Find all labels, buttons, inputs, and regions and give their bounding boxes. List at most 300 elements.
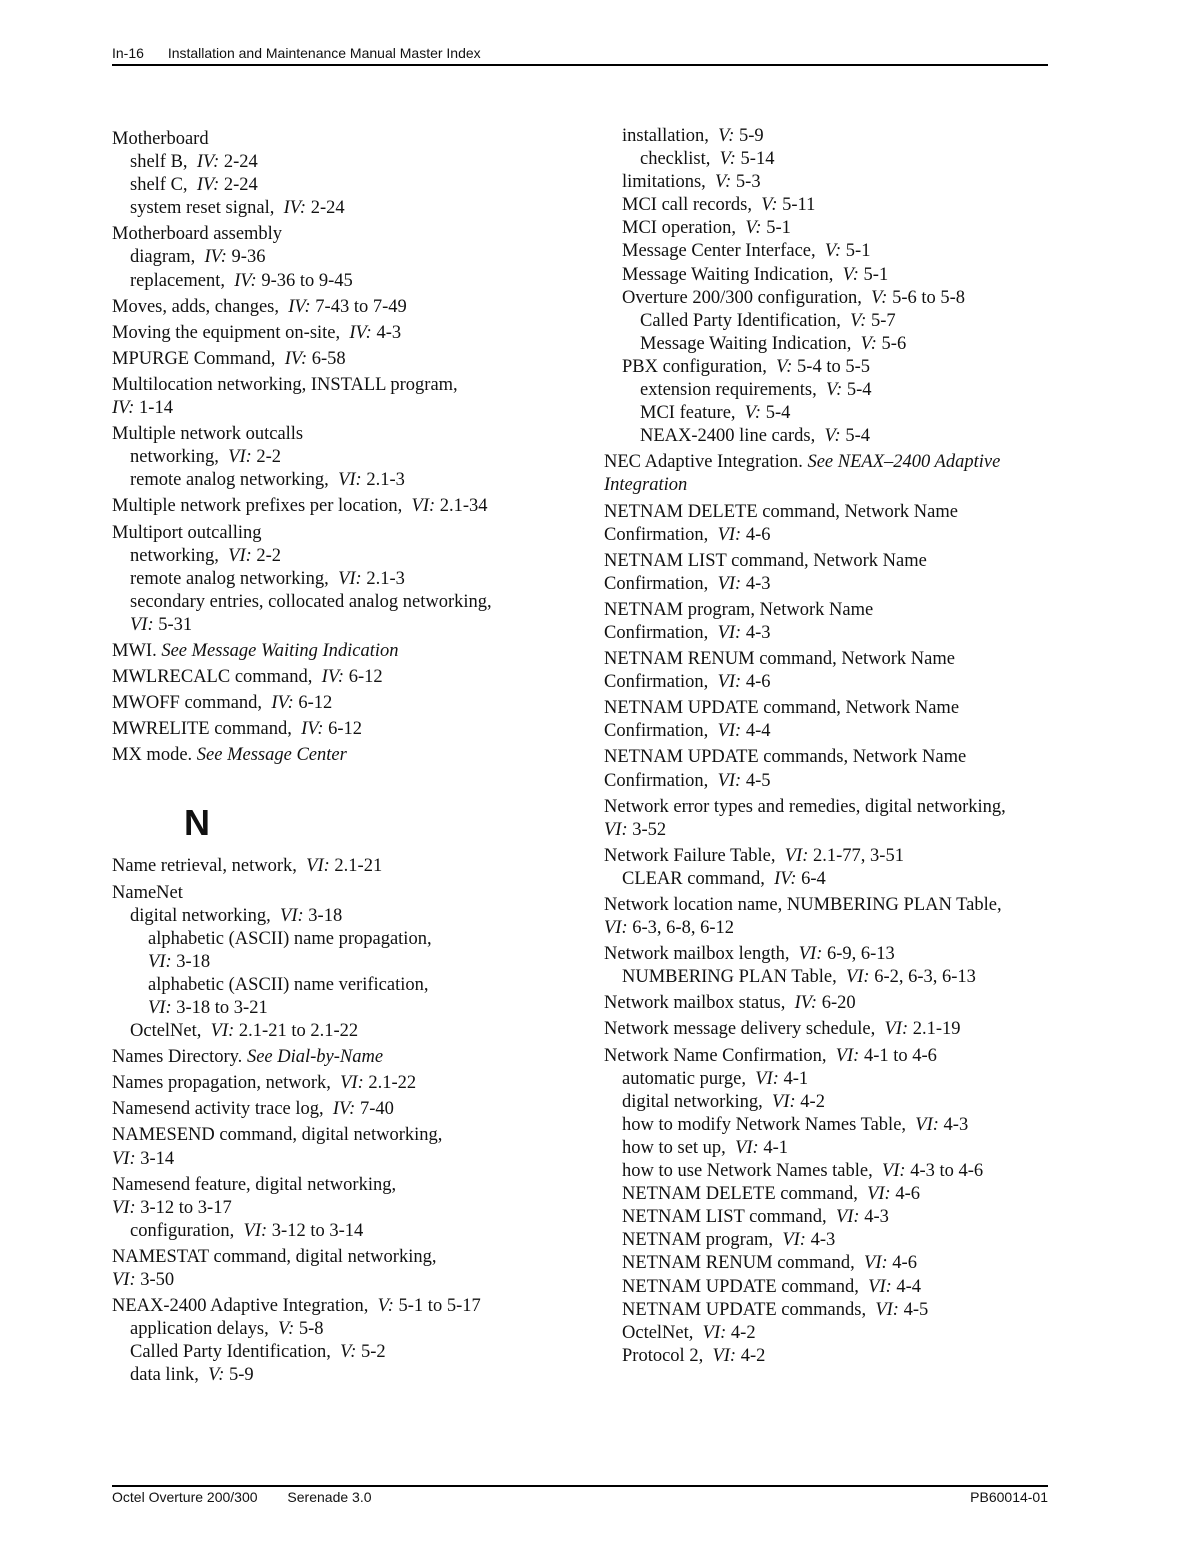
entry-line xyxy=(112,322,562,345)
page-ref: 6-2, 6-3, 6-13 xyxy=(874,967,976,988)
index-entry xyxy=(148,928,562,974)
entry-line xyxy=(130,446,562,469)
entry-line xyxy=(640,310,1054,333)
index-entry xyxy=(622,264,1054,287)
volume-ref: V: xyxy=(850,310,867,331)
index-column-left xyxy=(112,125,562,1388)
entry-line xyxy=(112,1246,562,1269)
entry-term: Network message delivery schedule, xyxy=(604,1019,876,1040)
manual-title: Installation and Maintenance Manual Master Index xyxy=(167,45,481,61)
page-ref: 4-2 xyxy=(740,1345,766,1366)
entry-term: Names propagation, network, xyxy=(112,1073,331,1094)
entry-term: Called Party Identification, xyxy=(130,1342,331,1363)
entry-continuation xyxy=(604,819,1054,842)
entry-line xyxy=(604,599,1054,622)
entry-line xyxy=(622,356,1054,379)
entry-term: MPURGE Command, xyxy=(112,348,276,369)
entry-term: Multilocation networking, INSTALL program, xyxy=(112,374,458,395)
index-entry xyxy=(622,1229,1054,1252)
volume-ref: VI: xyxy=(243,1220,268,1241)
index-entry xyxy=(130,151,562,174)
page-ref: 4-3 xyxy=(745,622,771,643)
volume-ref: VI: xyxy=(148,951,172,972)
index-entry xyxy=(622,868,1054,891)
entry-continuation xyxy=(604,770,1054,793)
entry-line xyxy=(130,905,562,928)
entry-line xyxy=(622,1183,1054,1206)
volume-ref: VI: xyxy=(338,470,362,491)
entry-term: Message Center Interface, xyxy=(622,241,816,262)
entry-term: system reset signal, xyxy=(130,198,275,219)
index-entry xyxy=(622,171,1054,194)
entry-line xyxy=(112,1295,562,1318)
page-ref: 4-6 xyxy=(745,672,771,693)
entry-continuation xyxy=(604,720,1054,743)
page-ref: 5-4 xyxy=(765,403,791,424)
entry-term: limitations, xyxy=(622,172,706,193)
page-ref: 3-18 xyxy=(176,951,211,972)
entry-term: alphabetic (ASCII) name propagation, xyxy=(148,928,432,949)
entry-line xyxy=(112,744,562,767)
page-ref: 3-52 xyxy=(632,819,667,840)
volume-ref: VI: xyxy=(772,1091,796,1112)
page-ref: 4-6 xyxy=(892,1253,917,1274)
entry-line xyxy=(622,1114,1054,1137)
entry-term: installation, xyxy=(622,126,709,146)
volume-ref: V: xyxy=(860,333,877,354)
volume-ref: VI: xyxy=(915,1114,939,1135)
page-ref: 7-43 to 7-49 xyxy=(315,296,407,317)
page-ref: 3-14 xyxy=(140,1148,175,1169)
page-ref: 5-4 to 5-5 xyxy=(797,356,871,377)
entry-continuation xyxy=(112,1197,562,1220)
entry-term: Name retrieval, network, xyxy=(112,856,297,877)
volume-ref: V: xyxy=(776,356,793,377)
entry-term: networking, xyxy=(130,447,219,468)
entry-term: shelf C, xyxy=(130,175,188,196)
entry-line xyxy=(640,379,1054,402)
entry-term: configuration, xyxy=(130,1220,235,1241)
entry-term: application delays, xyxy=(130,1319,269,1340)
volume-ref: VI: xyxy=(845,967,870,988)
page-ref: 5-3 xyxy=(735,172,761,193)
entry-term: automatic purge, xyxy=(622,1068,746,1089)
entry-line xyxy=(640,333,1054,356)
index-entry xyxy=(622,1091,1054,1114)
entry-line xyxy=(622,1206,1054,1229)
page-ref: 2.1-21 to 2.1-22 xyxy=(238,1021,359,1042)
entry-term: NameNet xyxy=(112,882,183,903)
volume-ref: V: xyxy=(744,403,762,424)
index-entry xyxy=(622,1068,1054,1091)
volume-ref: IV: xyxy=(284,348,308,369)
entry-line xyxy=(604,1018,1054,1041)
volume-ref: V: xyxy=(825,380,843,401)
see-reference: See Message Center xyxy=(196,745,347,766)
index-entry xyxy=(112,692,562,715)
page-ref: 5-6 to 5-8 xyxy=(892,287,966,308)
index-entry xyxy=(130,905,562,928)
page-ref: 5-8 xyxy=(298,1319,324,1340)
volume-ref: VI: xyxy=(340,1073,364,1094)
index-entry xyxy=(622,966,1054,989)
index-entry xyxy=(112,1174,562,1220)
entry-line xyxy=(622,264,1054,287)
volume-ref: IV: xyxy=(794,993,818,1014)
entry-term: Moves, adds, changes, xyxy=(112,296,279,317)
page-ref: 5-1 xyxy=(766,218,791,239)
entry-term: NUMBERING PLAN Table, xyxy=(622,967,837,988)
entry-line xyxy=(604,796,1054,819)
entry-term: CLEAR command, xyxy=(622,868,765,889)
volume-ref: VI: xyxy=(884,1019,909,1040)
entry-line xyxy=(604,894,1054,917)
section-letter: N xyxy=(184,802,210,844)
entry-term: Motherboard assembly xyxy=(112,224,283,245)
page-ref: 5-2 xyxy=(361,1342,386,1363)
entry-line xyxy=(622,1137,1054,1160)
entry-term: Message Waiting Indication, xyxy=(640,333,852,354)
entry-term: remote analog networking, xyxy=(130,470,329,491)
entry-line xyxy=(604,1045,1054,1068)
volume-ref: VI: xyxy=(868,1276,892,1297)
page-ref: 1-14 xyxy=(139,398,173,419)
entry-line xyxy=(622,240,1054,263)
index-list-right xyxy=(604,125,1054,1368)
entry-continuation xyxy=(604,917,1054,940)
index-entry xyxy=(604,599,1054,645)
volume-ref: V: xyxy=(824,241,842,262)
volume-ref: VI: xyxy=(210,1021,235,1042)
index-entry xyxy=(112,882,562,905)
entry-term: how to set up, xyxy=(622,1137,726,1158)
entry-term-continued: Confirmation, xyxy=(604,622,709,643)
entry-term: NEAX-2400 line cards, xyxy=(640,426,816,447)
entry-line xyxy=(622,868,1054,891)
index-list-m xyxy=(112,128,562,767)
entry-continuation xyxy=(604,474,1054,497)
index-entry xyxy=(622,1322,1054,1345)
entry-term: NEAX-2400 Adaptive Integration, xyxy=(112,1296,369,1317)
index-entry xyxy=(604,992,1054,1015)
entry-continuation xyxy=(604,622,1054,645)
entry-line xyxy=(112,1174,562,1197)
entry-term: Namesend feature, digital networking, xyxy=(112,1174,397,1195)
volume-ref: VI: xyxy=(148,998,172,1018)
volume-ref: VI: xyxy=(604,918,628,939)
entry-term: Protocol 2, xyxy=(622,1345,704,1366)
volume-ref: V: xyxy=(208,1365,225,1386)
entry-term: Network Name Confirmation, xyxy=(604,1045,827,1066)
index-entry xyxy=(604,697,1054,743)
page-ref: 5-4 xyxy=(845,426,871,447)
page-ref: 2.1-3 xyxy=(366,568,405,589)
index-entry xyxy=(622,1345,1054,1368)
volume-ref: IV: xyxy=(283,198,307,219)
index-entry xyxy=(640,425,1054,448)
entry-term: shelf B, xyxy=(130,152,188,173)
page-ref: 4-6 xyxy=(895,1184,920,1205)
volume-ref: VI: xyxy=(112,1148,136,1169)
entry-term: digital networking, xyxy=(130,905,271,926)
volume-ref: V: xyxy=(277,1319,295,1340)
page-ref: 5-9 xyxy=(738,126,764,146)
entry-line xyxy=(112,495,562,518)
entry-line xyxy=(112,666,562,689)
entry-continuation xyxy=(112,1269,562,1292)
entry-term: Message Waiting Indication, xyxy=(622,264,834,285)
entry-term: NETNAM LIST command, Network Name xyxy=(604,550,927,571)
entry-continuation xyxy=(604,573,1054,596)
entry-line xyxy=(112,640,562,663)
page-ref: 2.1-3 xyxy=(366,470,405,491)
page-ref: 6-20 xyxy=(821,993,856,1014)
entry-term: Network error types and remedies, digital networking, xyxy=(604,796,1006,817)
page-ref: 5-11 xyxy=(782,195,816,216)
page-ref: 4-3 xyxy=(943,1114,969,1135)
volume-ref: V: xyxy=(871,287,888,308)
index-entry xyxy=(640,310,1054,333)
volume-ref: V: xyxy=(761,195,778,216)
volume-ref: VI: xyxy=(338,568,362,589)
volume-ref: VI: xyxy=(835,1045,860,1066)
index-entry xyxy=(622,240,1054,263)
page-ref: 6-4 xyxy=(801,868,826,889)
entry-term: NAMESEND command, digital networking, xyxy=(112,1125,443,1146)
index-list-n xyxy=(112,855,562,1387)
index-entry xyxy=(604,943,1054,966)
entry-line xyxy=(604,845,1054,868)
entry-term: MWOFF command, xyxy=(112,693,263,714)
entry-line xyxy=(622,1068,1054,1091)
page-ref: 9-36 xyxy=(231,247,266,268)
volume-ref: IV: xyxy=(112,398,135,419)
volume-ref: IV: xyxy=(288,296,311,317)
entry-line xyxy=(112,223,562,246)
volume-ref: IV: xyxy=(196,175,220,196)
volume-ref: VI: xyxy=(864,1253,888,1274)
entry-term: secondary entries, collocated analog networking, xyxy=(130,591,492,612)
page-ref: 4-2 xyxy=(800,1091,825,1112)
entry-term-continued: Confirmation, xyxy=(604,721,709,742)
entry-line xyxy=(112,423,562,446)
entry-term: Network mailbox length, xyxy=(604,944,790,965)
entry-continuation xyxy=(112,397,562,420)
index-entry xyxy=(112,296,562,319)
entry-continuation xyxy=(112,1148,562,1171)
entry-term: MX mode. xyxy=(112,745,193,766)
index-entry xyxy=(622,1160,1054,1183)
volume-ref: VI: xyxy=(717,622,742,643)
entry-continuation xyxy=(604,524,1054,547)
index-entry xyxy=(622,125,1054,148)
entry-line xyxy=(112,1072,562,1095)
volume-ref: VI: xyxy=(755,1068,779,1089)
volume-ref: VI: xyxy=(712,1345,737,1366)
entry-term: data link, xyxy=(130,1365,199,1386)
volume-ref: IV: xyxy=(321,667,345,688)
index-entry xyxy=(112,1046,562,1069)
entry-term-continued: Confirmation, xyxy=(604,770,709,791)
see-reference: See Message Waiting Indication xyxy=(161,640,399,661)
entry-line xyxy=(622,1229,1054,1252)
entry-line xyxy=(112,718,562,741)
index-entry xyxy=(112,855,562,878)
entry-line xyxy=(604,451,1054,474)
volume-ref: V: xyxy=(377,1296,394,1317)
index-entry xyxy=(622,356,1054,379)
page-ref: 4-4 xyxy=(896,1276,922,1297)
entry-line xyxy=(112,1098,562,1121)
volume-ref: VI: xyxy=(702,1322,727,1343)
entry-line xyxy=(604,992,1054,1015)
entry-term: NETNAM program, Network Name xyxy=(604,599,874,620)
entry-term: Moving the equipment on-site, xyxy=(112,322,341,343)
page-ref: 4-4 xyxy=(745,721,771,742)
volume-ref: IV: xyxy=(204,247,227,268)
index-entry xyxy=(622,194,1054,217)
index-entry xyxy=(604,501,1054,547)
volume-ref: V: xyxy=(745,218,762,239)
volume-ref: V: xyxy=(340,1342,357,1363)
volume-ref: VI: xyxy=(867,1184,891,1205)
page-ref: 5-9 xyxy=(228,1365,254,1386)
entry-line xyxy=(622,1252,1054,1275)
index-entry xyxy=(112,348,562,371)
index-entry xyxy=(112,374,562,420)
index-entry xyxy=(640,379,1054,402)
entry-term: MCI call records, xyxy=(622,195,752,216)
page-header xyxy=(112,44,1048,66)
entry-term: Network mailbox status, xyxy=(604,993,786,1014)
volume-ref: V: xyxy=(719,149,736,170)
index-entry xyxy=(604,648,1054,694)
page-ref: 6-58 xyxy=(311,348,346,369)
index-entry xyxy=(130,1020,562,1043)
entry-term: NETNAM UPDATE command, Network Name xyxy=(604,698,960,719)
volume-ref: IV: xyxy=(301,719,324,740)
page-ref: 6-9, 6-13 xyxy=(826,944,895,965)
index-entry xyxy=(622,1206,1054,1229)
index-entry xyxy=(130,446,562,469)
volume-ref: VI: xyxy=(875,1299,899,1320)
entry-line xyxy=(640,402,1054,425)
entry-term: NETNAM RENUM command, Network Name xyxy=(604,649,955,670)
index-entry xyxy=(622,1137,1054,1160)
page-ref: 3-18 to 3-21 xyxy=(176,998,268,1018)
volume-ref: VI: xyxy=(717,721,742,742)
entry-line xyxy=(148,974,562,997)
page-ref: 2.1-34 xyxy=(439,496,488,517)
entry-line xyxy=(130,197,562,220)
index-entry xyxy=(130,1318,562,1341)
volume-ref: VI: xyxy=(735,1137,759,1158)
page-ref: 4-5 xyxy=(745,770,771,791)
entry-term-continued: Confirmation, xyxy=(604,524,709,545)
index-entry xyxy=(604,894,1054,940)
entry-line xyxy=(622,1322,1054,1345)
page-ref: 6-3, 6-8, 6-12 xyxy=(632,918,734,939)
page-ref: 5-6 xyxy=(881,333,907,354)
index-entry xyxy=(130,246,562,269)
volume-ref: IV: xyxy=(196,152,220,173)
entry-term: NETNAM LIST command, xyxy=(622,1207,827,1228)
index-entry xyxy=(640,333,1054,356)
entry-continuation xyxy=(148,997,562,1020)
page-ref: 3-12 to 3-17 xyxy=(140,1197,232,1218)
index-entry xyxy=(622,1183,1054,1206)
entry-line xyxy=(622,194,1054,217)
page-ref: 2-2 xyxy=(256,545,282,566)
index-entry xyxy=(112,128,562,151)
entry-term: NEC Adaptive Integration. xyxy=(604,452,803,473)
entry-term: how to modify Network Names Table, xyxy=(622,1114,907,1135)
index-entry xyxy=(622,287,1054,310)
index-entry xyxy=(640,402,1054,425)
entry-term: remote analog networking, xyxy=(130,568,329,589)
volume-ref: VI: xyxy=(112,1197,136,1218)
page-ref: 4-5 xyxy=(903,1299,929,1320)
index-entry xyxy=(112,1295,562,1318)
entry-term: how to use Network Names table, xyxy=(622,1161,873,1182)
entry-line xyxy=(622,125,1054,148)
entry-line xyxy=(130,1318,562,1341)
entry-line xyxy=(604,501,1054,524)
volume-ref: VI: xyxy=(130,614,154,635)
entry-line xyxy=(622,1160,1054,1183)
entry-line xyxy=(622,1091,1054,1114)
index-entry xyxy=(622,1299,1054,1322)
entry-term: NETNAM RENUM command, xyxy=(622,1253,855,1274)
index-entry xyxy=(130,174,562,197)
page-ref: 2.1-77, 3-51 xyxy=(813,845,904,866)
page-ref: 6-12 xyxy=(298,693,333,714)
page-ref: 3-12 to 3-14 xyxy=(271,1220,364,1241)
entry-term: Multiport outcalling xyxy=(112,522,262,543)
entry-term: NETNAM UPDATE commands, xyxy=(622,1299,867,1320)
page-ref: 3-18 xyxy=(308,905,343,926)
entry-line xyxy=(112,348,562,371)
entry-term: checklist, xyxy=(640,149,711,170)
entry-line xyxy=(640,148,1054,171)
volume-ref: VI: xyxy=(717,573,742,594)
page-ref: 2-2 xyxy=(256,447,282,468)
volume-ref: VI: xyxy=(112,1270,136,1291)
index-entry xyxy=(604,845,1054,868)
page-ref: 5-31 xyxy=(158,614,193,635)
entry-line xyxy=(622,171,1054,194)
index-entry xyxy=(604,1045,1054,1068)
entry-line xyxy=(130,174,562,197)
entry-term: diagram, xyxy=(130,247,196,268)
index-entry xyxy=(112,495,562,518)
page-ref: 4-1 xyxy=(783,1068,809,1089)
entry-line xyxy=(130,591,562,614)
entry-term: NETNAM DELETE command, xyxy=(622,1184,858,1205)
page-ref: 2-24 xyxy=(223,152,258,173)
entry-term: Multiple network outcalls xyxy=(112,424,304,445)
entry-line xyxy=(622,1276,1054,1299)
entry-line xyxy=(640,425,1054,448)
index-entry xyxy=(112,522,562,545)
entry-term: Namesend activity trace log, xyxy=(112,1099,324,1120)
entry-term: extension requirements, xyxy=(640,380,817,401)
index-entry xyxy=(604,550,1054,596)
page-ref: 4-2 xyxy=(730,1322,756,1343)
volume-ref: IV: xyxy=(349,322,372,343)
entry-line xyxy=(148,928,562,951)
entry-line xyxy=(112,855,562,878)
